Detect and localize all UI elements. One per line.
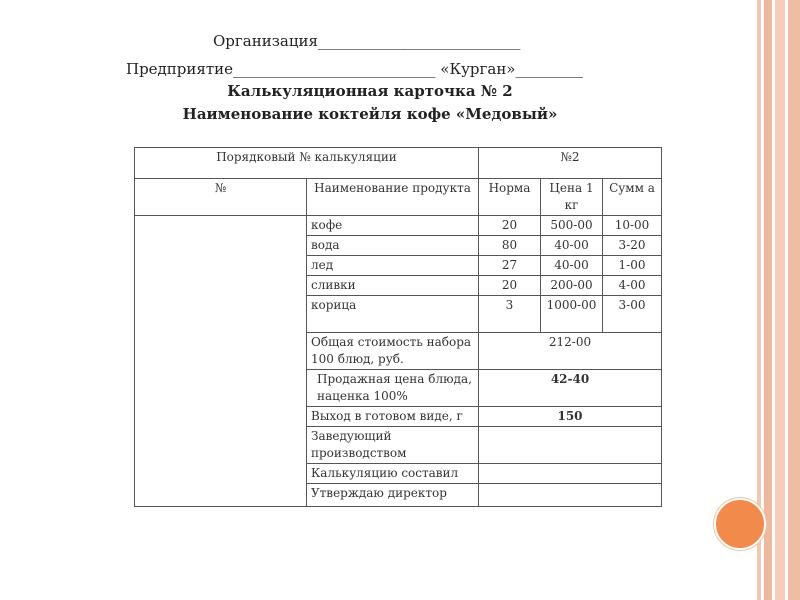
row-number-cell <box>135 216 307 507</box>
product-name: корица <box>307 296 479 333</box>
compiled-by-label: Калькуляцию составил <box>307 464 479 484</box>
enterprise-line: Предприятие___________________________ «Курган»_________ <box>126 60 583 78</box>
calculation-table <box>134 147 662 507</box>
product-norm: 20 <box>479 216 541 236</box>
director-signature-cell <box>479 484 662 507</box>
decor-stripe <box>775 0 785 600</box>
product-sum: 3-20 <box>603 236 662 256</box>
col-header-sum: Сумм а <box>603 179 662 216</box>
product-norm: 80 <box>479 236 541 256</box>
total-cost-label: Общая стоимость набора 100 блюд, руб. <box>307 333 479 370</box>
product-price: 1000-00 <box>541 296 603 333</box>
sale-price-label: Продажная цена блюда, наценка 100% <box>307 370 479 407</box>
yield-label: Выход в готовом виде, г <box>307 407 479 427</box>
calc-number-label: Порядковый № калькуляции <box>135 148 479 179</box>
total-cost-value: 212-00 <box>479 333 662 370</box>
table-row <box>135 216 662 236</box>
decor-circle <box>714 498 766 550</box>
product-price: 200-00 <box>541 276 603 296</box>
product-price: 40-00 <box>541 256 603 276</box>
calc-number-value: №2 <box>479 148 662 179</box>
table-header-row <box>135 179 662 216</box>
product-price: 40-00 <box>541 236 603 256</box>
director-label: Утверждаю директор <box>307 484 479 507</box>
product-norm: 3 <box>479 296 541 333</box>
organization-line: Организация___________________________ <box>213 32 521 50</box>
decor-stripe <box>764 0 772 600</box>
product-sum: 1-00 <box>603 256 662 276</box>
product-name: лед <box>307 256 479 276</box>
col-header-no: № <box>135 179 307 216</box>
table-row <box>135 148 662 179</box>
product-sum: 3-00 <box>603 296 662 333</box>
col-header-name: Наименование продукта <box>307 179 479 216</box>
product-sum: 4-00 <box>603 276 662 296</box>
product-name: вода <box>307 236 479 256</box>
decor-stripe <box>788 0 800 600</box>
card-title: Калькуляционная карточка № 2 <box>227 82 513 100</box>
product-norm: 20 <box>479 276 541 296</box>
product-norm: 27 <box>479 256 541 276</box>
product-name: сливки <box>307 276 479 296</box>
manager-label: Заведующий производством <box>307 427 479 464</box>
manager-signature-cell <box>479 427 662 464</box>
sale-price-value: 42-40 <box>479 370 662 407</box>
cocktail-name: Наименование коктейля кофе «Медовый» <box>182 105 558 123</box>
product-name: кофе <box>307 216 479 236</box>
col-header-norm: Норма <box>479 179 541 216</box>
product-price: 500-00 <box>541 216 603 236</box>
col-header-price: Цена 1 кг <box>541 179 603 216</box>
compiled-by-signature-cell <box>479 464 662 484</box>
yield-value: 150 <box>479 407 662 427</box>
product-sum: 10-00 <box>603 216 662 236</box>
